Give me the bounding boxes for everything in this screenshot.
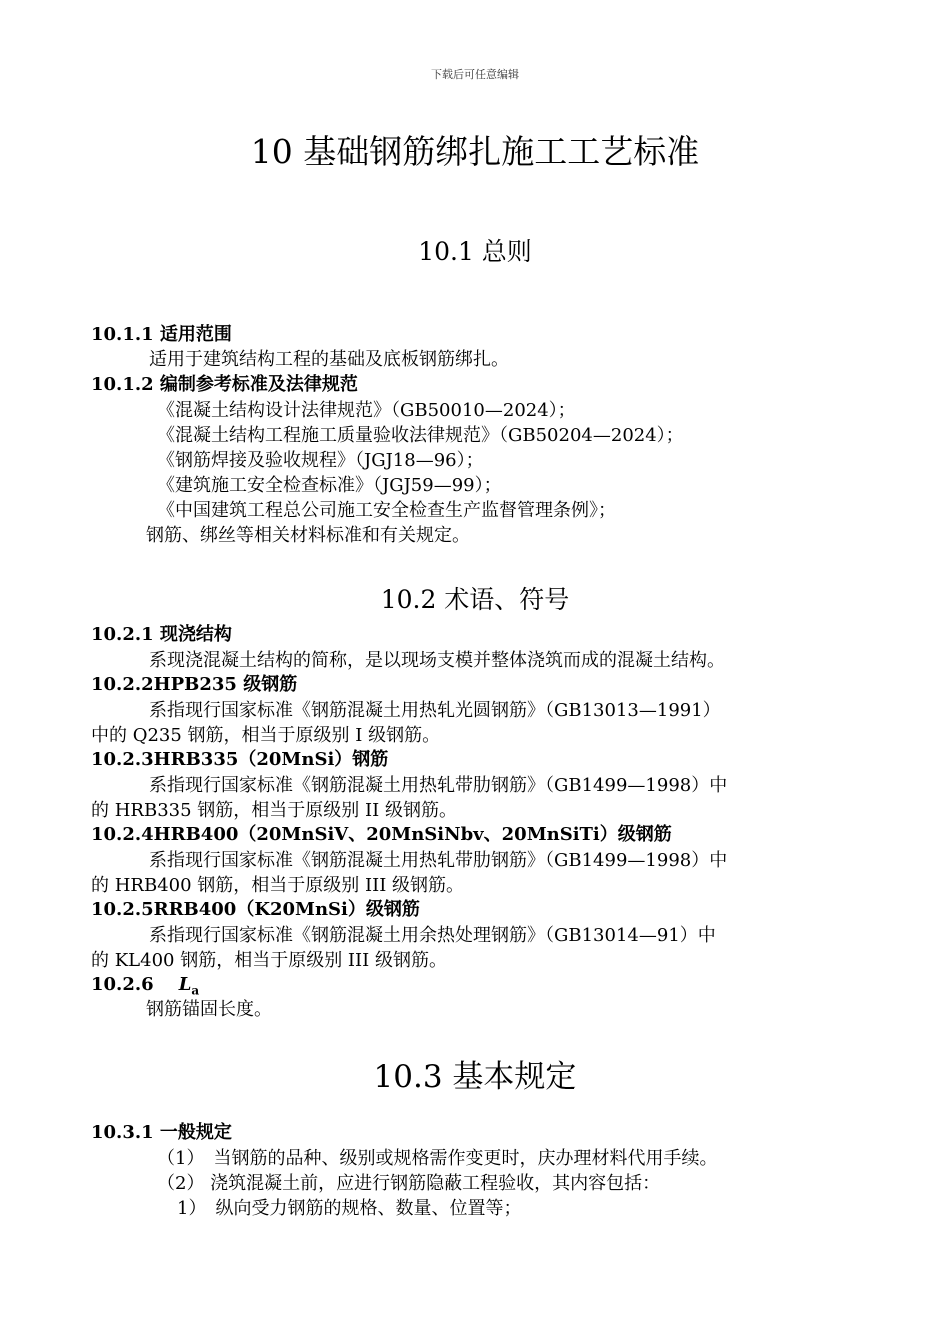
subheading-10-2-3: 10.2.3HRB335（20MnSi）钢筋 [91,749,389,770]
reference-item: 《建筑施工安全检查标准》（JGJ59—99）； [157,475,502,496]
paragraph-rrb400-line1: 系指现行国家标准《钢筋混凝土用余热处理钢筋》（GB13014—91）中 [149,925,716,946]
subheading-10-1-1: 10.1.1 适用范围 [91,324,232,345]
list-item-2-1: 1） 纵向受力钢筋的规格、数量、位置等； [177,1198,522,1219]
anchorage-length-symbol: $L_a$ [178,974,200,998]
paragraph-hpb235-line1: 系指现行国家标准《钢筋混凝土用热轧光圆钢筋》（GB13013—1991） [149,700,721,721]
header-note: 下载后可任意编辑 [431,68,519,81]
subheading-10-2-2: 10.2.2HPB235 级钢筋 [91,674,298,695]
paragraph-hrb335-line2: 的 HRB335 钢筋，相当于原级别 II 级钢筋。 [91,800,457,821]
section-title-10-2: 10.2 术语、符号 [380,585,570,614]
subheading-10-1-2: 10.1.2 编制参考标准及法律规范 [91,374,358,395]
subheading-number: 10.2.6 [91,974,154,995]
list-item-1: （1） 当钢筋的品种、级别或规格需作变更时，庆办理材料代用手续。 [157,1148,718,1169]
reference-item: 钢筋、绑丝等相关材料标准和有关规定。 [146,525,470,546]
subheading-10-2-1: 10.2.1 现浇结构 [91,624,232,645]
paragraph-hpb235-line2: 中的 Q235 钢筋，相当于原级别 I 级钢筋。 [91,725,441,746]
paragraph-hrb335-line1: 系指现行国家标准《钢筋混凝土用热轧带肋钢筋》（GB1499—1998）中 [149,775,728,796]
paragraph-cast-in-place: 系现浇混凝土结构的简称，是以现场支模并整体浇筑而成的混凝土结构。 [149,650,725,671]
section-title-10-1: 10.1 总则 [418,237,532,266]
subheading-10-2-5: 10.2.5RRB400（K20MnSi）级钢筋 [91,899,420,920]
reference-item: 《混凝土结构设计法律规范》（GB50010—2024）； [157,400,576,421]
paragraph-anchorage-length: 钢筋锚固长度。 [146,999,272,1020]
paragraph-hrb400-line1: 系指现行国家标准《钢筋混凝土用热轧带肋钢筋》（GB1499—1998）中 [149,850,728,871]
section-title-10-3: 10.3 基本规定 [373,1059,577,1095]
paragraph-hrb400-line2: 的 HRB400 钢筋，相当于原级别 III 级钢筋。 [91,875,465,896]
paragraph-scope: 适用于建筑结构工程的基础及底板钢筋绑扎。 [149,349,509,370]
subheading-10-2-4: 10.2.4HRB400（20MnSiV、20MnSiNbv、20MnSiTi）级钢筋 [91,824,672,845]
reference-item: 《混凝土结构工程施工质量验收法律规范》（GB50204—2024）； [157,425,684,446]
reference-item: 《中国建筑工程总公司施工安全检查生产监督管理条例》； [157,500,616,521]
document-title: 10 基础钢筋绑扎施工工艺标准 [250,132,700,171]
reference-item: 《钢筋焊接及验收规程》（JGJ18—96）； [157,450,484,471]
list-item-2: （2） 浇筑混凝土前，应进行钢筋隐蔽工程验收，其内容包括： [157,1173,661,1194]
paragraph-rrb400-line2: 的 KL400 钢筋，相当于原级别 III 级钢筋。 [91,950,447,971]
subheading-10-3-1: 10.3.1 一般规定 [91,1122,232,1143]
